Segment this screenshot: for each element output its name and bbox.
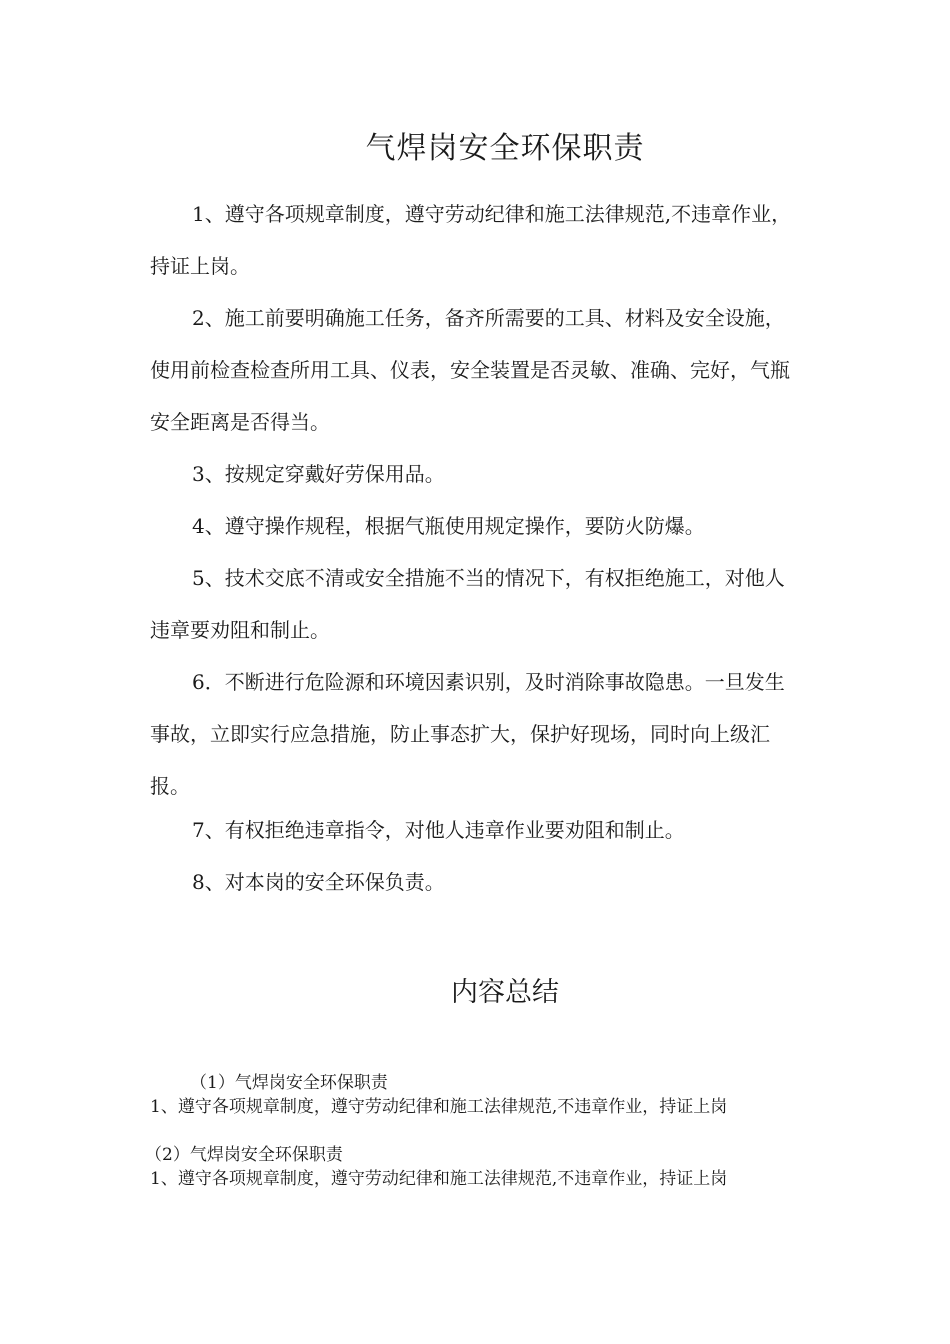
- duty-item-3: 3、按规定穿戴好劳保用品。: [192, 462, 445, 486]
- document-title: 气焊岗安全环保职责: [365, 131, 645, 166]
- duty-item-7: 7、有权拒绝违章指令，对他人违章作业要劝阻和制止。: [192, 818, 685, 842]
- summary-entry-1-heading: （1）气焊岗安全环保职责: [190, 1073, 388, 1093]
- duty-item-5: 5、技术交底不清或安全措施不当的情况下，有权拒绝施工，对他人违章要劝阻和制止。: [150, 566, 785, 642]
- duty-item-2: 2、施工前要明确施工任务，备齐所需要的工具、材料及安全设施，使用前检查检查所用工具、仪表，安全装置是否灵敏、准确、完好，气瓶安全距离是否得当。: [150, 306, 790, 434]
- duty-item-8: 8、对本岗的安全环保负责。: [192, 870, 445, 894]
- duty-item-1: 1、遵守各项规章制度，遵守劳动纪律和施工法律规范,不违章作业，持证上岗。: [150, 202, 792, 278]
- duty-item-6: 6．不断进行危险源和环境因素识别，及时消除事故隐患。一旦发生事故，立即实行应急措施，防止事态扩大，保护好现场，同时向上级汇报。: [150, 670, 785, 798]
- duty-item-4: 4、遵守操作规程，根据气瓶使用规定操作，要防火防爆。: [192, 514, 705, 538]
- summary-title: 内容总结: [451, 977, 559, 1008]
- summary-entry-1-text: 1、遵守各项规章制度，遵守劳动纪律和施工法律规范,不违章作业，持证上岗: [150, 1097, 728, 1117]
- summary-entry-2-text: 1、遵守各项规章制度，遵守劳动纪律和施工法律规范,不违章作业，持证上岗: [150, 1169, 728, 1189]
- summary-entry-2-heading: （2）气焊岗安全环保职责: [145, 1145, 343, 1165]
